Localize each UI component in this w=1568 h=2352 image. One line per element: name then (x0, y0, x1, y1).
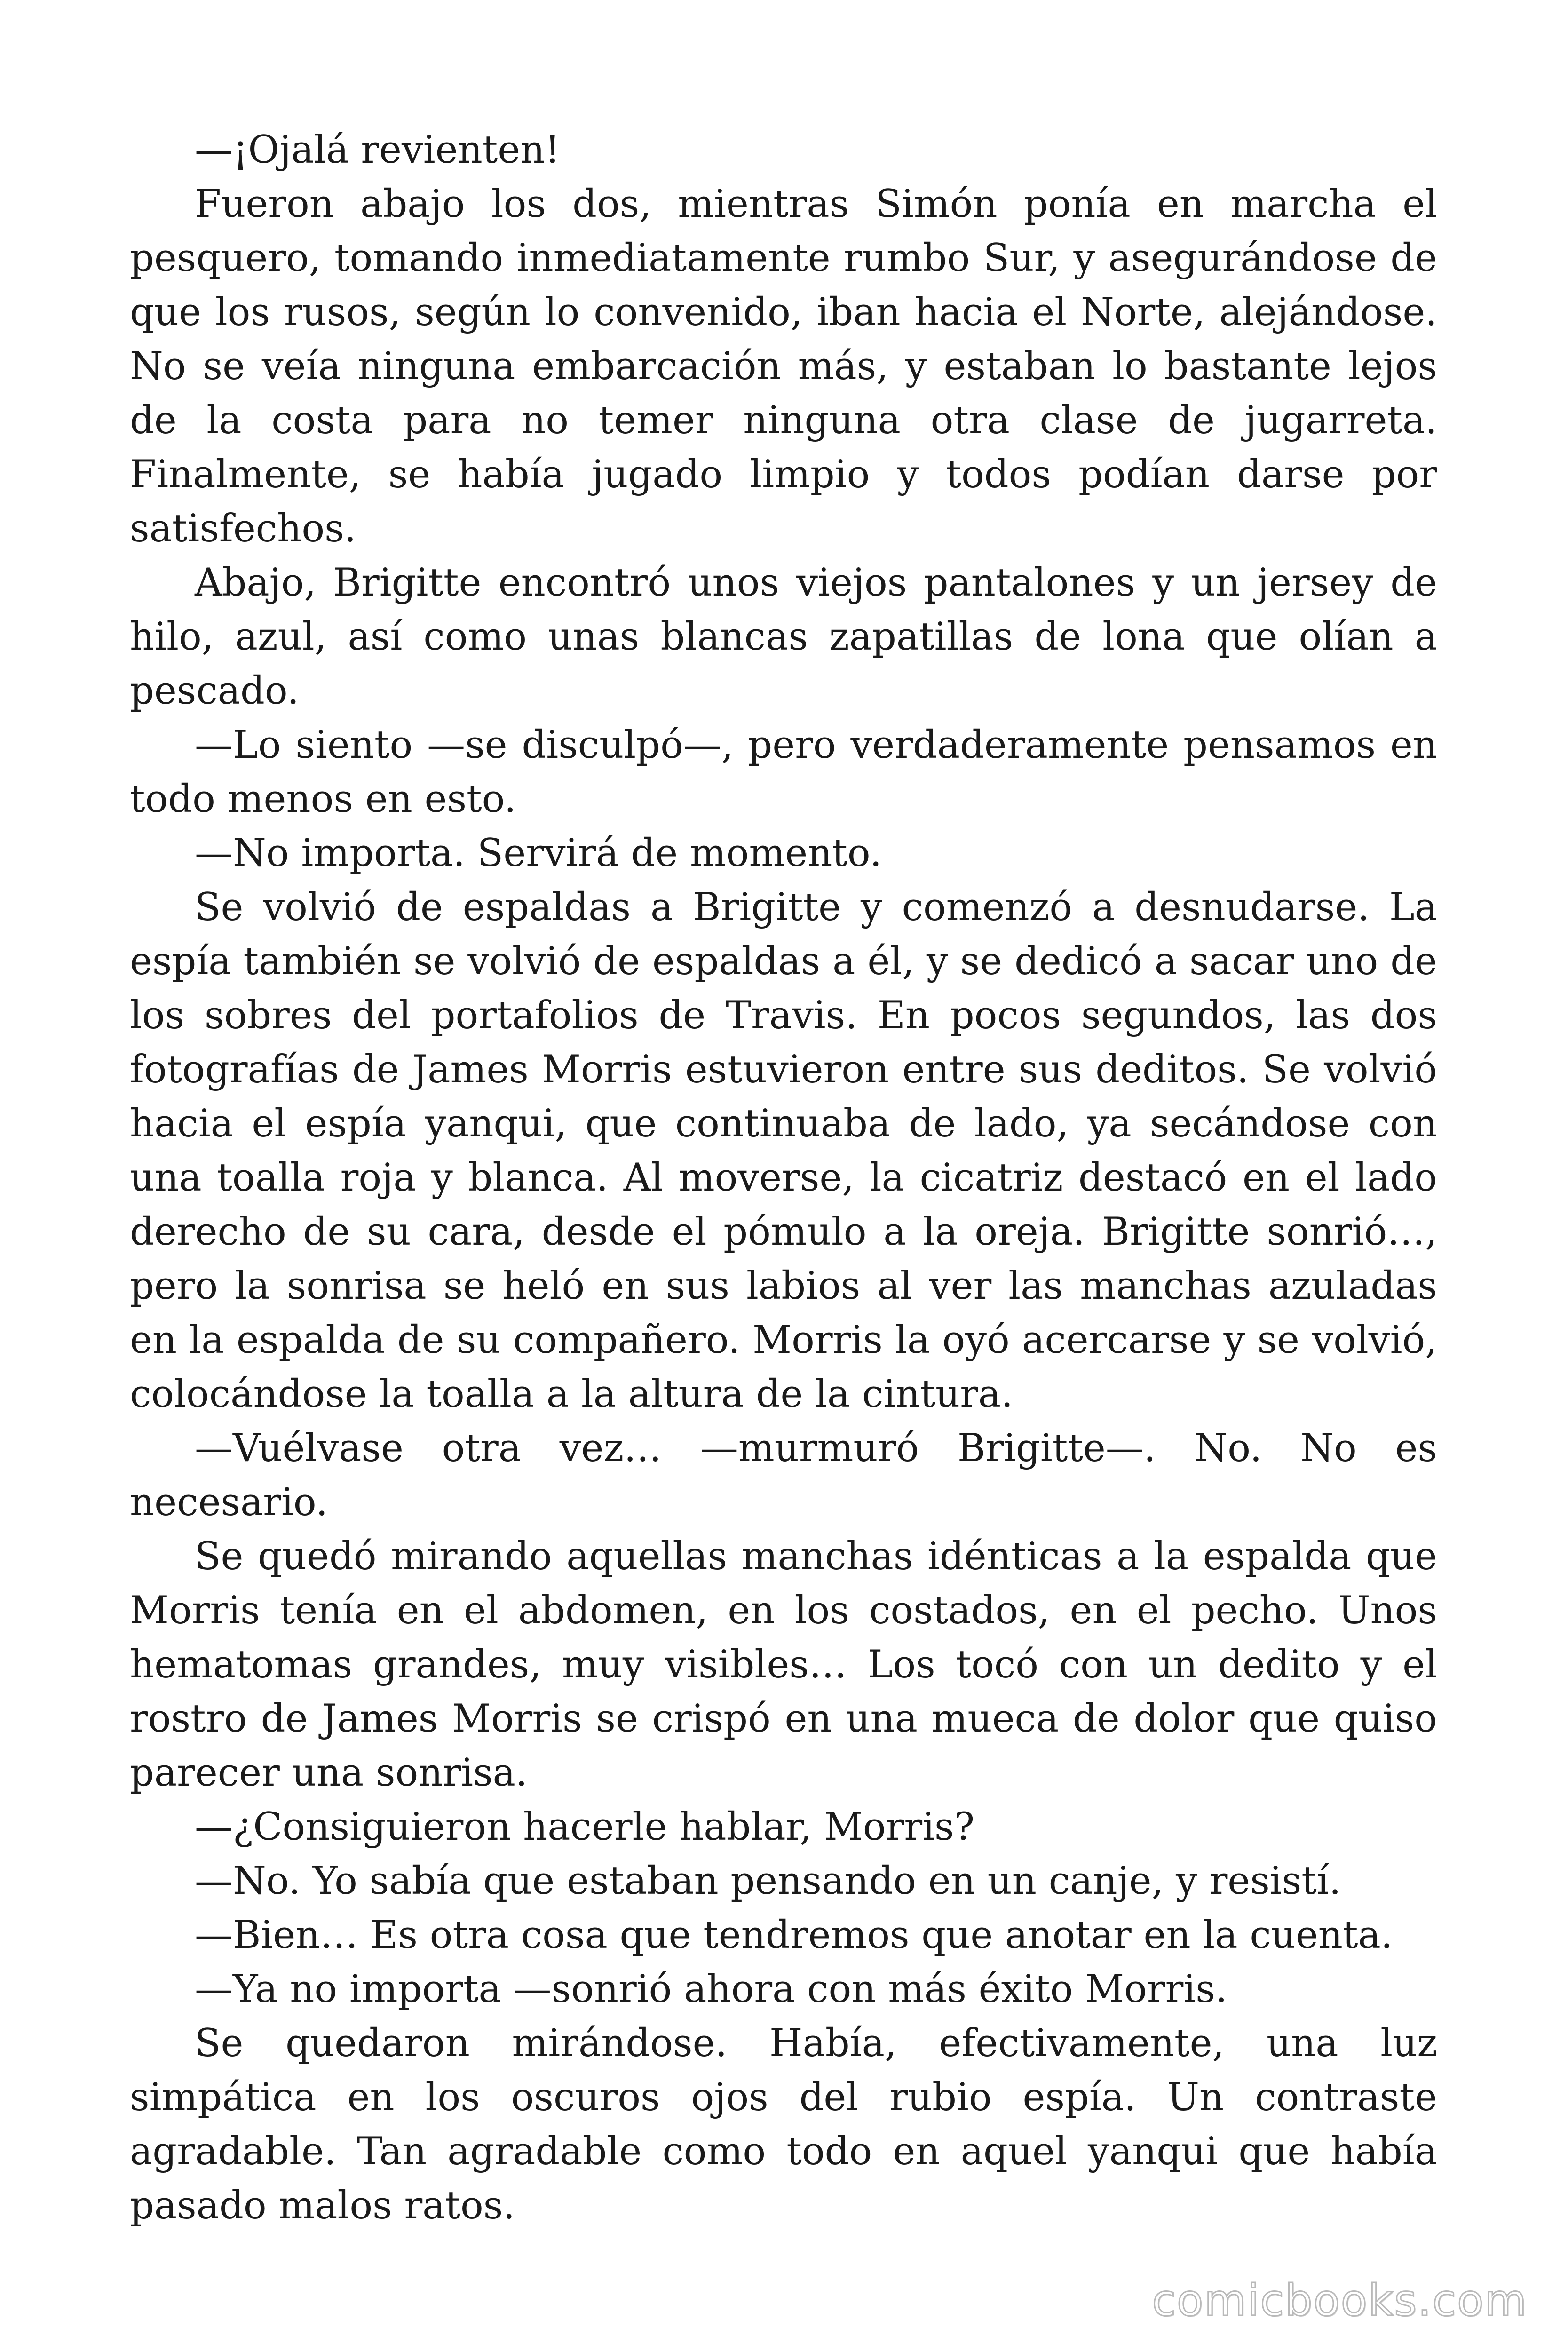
paragraph: —No importa. Servirá de momento. (195, 831, 882, 875)
paragraph: Se quedaron mirándose. Había, efectivamente, una luz simpática en los oscuros ojos del rubio espía. Un contraste agradable. Tan agradable como todo en aquel yanqui que había pasado malos ratos. (130, 2021, 1437, 2228)
paragraph: —¿Consiguieron hacerle hablar, Morris? (195, 1805, 975, 1849)
paragraph: —¡Ojalá revienten! (195, 128, 560, 172)
paragraph: —Ya no importa —sonrió ahora con más éxito Morris. (195, 1967, 1227, 2011)
paragraph: Fueron abajo los dos, mientras Simón ponía en marcha el pesquero, tomando inmediatamente rumbo Sur, y asegurándose de que los rusos, según lo convenido, iban hacia el Norte, alejándose. No se veía ninguna embarcación más, y estaban lo bastante lejos de la costa para no temer ninguna otra clase de jugarreta. Finalmente, se había jugado limpio y todos podían darse por satisfechos. (130, 182, 1437, 551)
paragraph: Se quedó mirando aquellas manchas idénticas a la espalda que Morris tenía en el abdomen, en los costados, en el pecho. Unos hematomas grandes, muy visibles… Los tocó con un dedito y el rostro de James Morris se crispó en una mueca de dolor que quiso parecer una sonrisa. (130, 1534, 1437, 1795)
paragraph: —No. Yo sabía que estaban pensando en un canje, y resistí. (195, 1859, 1341, 1903)
watermark-text: comicbooks.com (1152, 2275, 1528, 2326)
paragraph: Abajo, Brigitte encontró unos viejos pantalones y un jersey de hilo, azul, así como unas blancas zapatillas de lona que olían a pescado. (130, 561, 1437, 713)
paragraph: Se volvió de espaldas a Brigitte y comenzó a desnudarse. La espía también se volvió de espaldas a él, y se dedicó a sacar uno de los sobres del portafolios de Travis. En pocos segundos, las dos fotografías de James Morris estuvieron entre sus deditos. Se volvió hacia el espía yanqui, que continuaba de lado, ya secándose con una toalla roja y blanca. Al moverse, la cicatriz destacó en el lado derecho de su cara, desde el pómulo a la oreja. Brigitte sonrió…, pero la sonrisa se heló en sus labios al ver las manchas azuladas en la espalda de su compañero. Morris la oyó acercarse y se volvió, colocándose la toalla a la altura de la cintura. (130, 885, 1437, 1416)
body-text (130, 123, 1437, 2233)
paragraph: —Lo siento —se disculpó—, pero verdaderamente pensamos en todo menos en esto. (130, 723, 1437, 821)
paragraph: —Bien… Es otra cosa que tendremos que anotar en la cuenta. (195, 1913, 1393, 1957)
paragraph: —Vuélvase otra vez… —murmuró Brigitte—. No. No es necesario. (130, 1426, 1437, 1525)
